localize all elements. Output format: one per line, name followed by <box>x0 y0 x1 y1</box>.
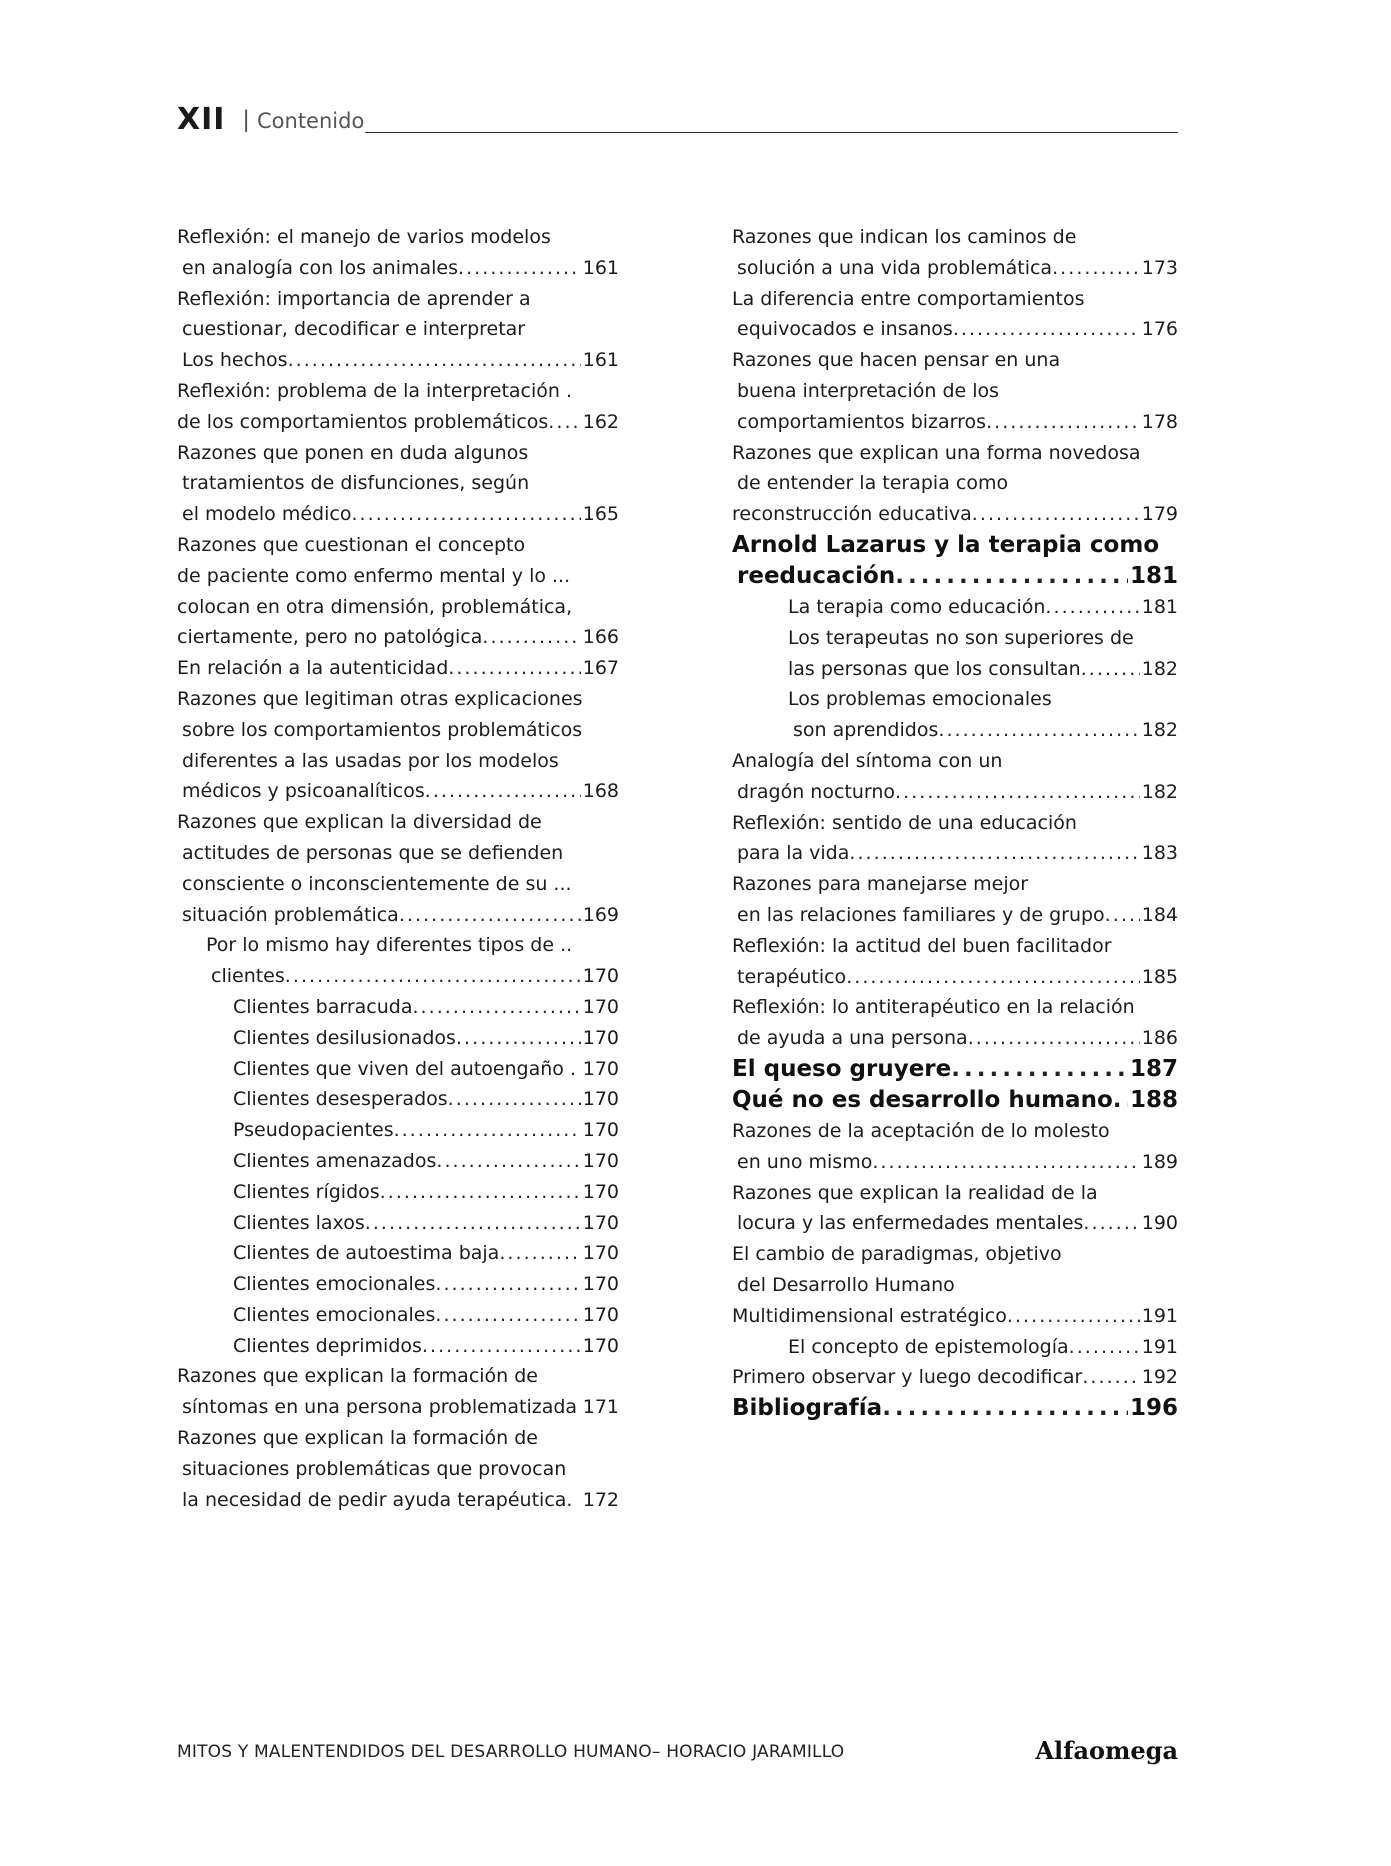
toc-page-number: 182 <box>1141 719 1178 742</box>
toc-entry-text: la necesidad de pedir ayuda terapéutica. <box>182 1488 573 1511</box>
toc-entry-continued <box>177 468 619 499</box>
toc-leader-dots <box>1007 1301 1140 1332</box>
toc-entry <box>177 1269 619 1300</box>
toc-entry-continued <box>732 468 1178 499</box>
toc-leader-dots <box>456 1023 581 1054</box>
toc-entry <box>732 1362 1178 1393</box>
toc-page-number: 181 <box>1129 562 1178 589</box>
toc-page-number: 170 <box>582 1273 619 1296</box>
toc-leader-dots <box>895 777 1140 808</box>
toc-entry <box>732 962 1178 993</box>
toc-entry-continued <box>732 931 1178 962</box>
toc-entry-text: Clientes laxos <box>233 1211 365 1234</box>
toc-page-number: 189 <box>1141 1150 1178 1173</box>
toc-page-number: 170 <box>582 1180 619 1203</box>
toc-entry <box>177 1084 619 1115</box>
toc-entry <box>732 654 1178 685</box>
toc-entry <box>732 314 1178 345</box>
toc-entry-continued <box>177 746 619 777</box>
toc-entry-text: diferentes a las usadas por los modelos <box>182 749 559 772</box>
toc-page-number: 181 <box>1141 595 1178 618</box>
toc-entry-text: Clientes barracuda <box>233 995 413 1018</box>
toc-entry-text: Clientes desesperados <box>233 1088 448 1111</box>
toc-entry-continued <box>177 930 619 961</box>
toc-leader-dots <box>1045 592 1139 623</box>
toc-entry-continued <box>732 438 1178 469</box>
toc-entry <box>177 1023 619 1054</box>
toc-entry-text: en analogía con los animales <box>182 256 459 279</box>
toc-entry-continued <box>177 314 619 345</box>
toc-entry-continued <box>732 376 1178 407</box>
toc-entry-continued <box>732 992 1178 1023</box>
toc-entry-continued <box>177 592 619 623</box>
toc-page-number: 182 <box>1141 657 1178 680</box>
toc-entry <box>177 1300 619 1331</box>
toc-leader-dots <box>882 1393 1128 1424</box>
toc-entry-continued <box>732 530 1178 561</box>
toc-entry-continued <box>177 222 619 253</box>
toc-leader-dots <box>872 1147 1139 1178</box>
header-rule <box>365 132 1178 133</box>
toc-entry <box>732 715 1178 746</box>
toc-page-number: 172 <box>582 1488 619 1511</box>
toc-entry-text: Clientes desilusionados <box>233 1026 456 1049</box>
toc-page-number: 170 <box>582 1119 619 1142</box>
toc-entry-text: ciertamente, pero no patológica <box>177 626 483 649</box>
toc-entry-text: La terapia como educación <box>788 595 1046 618</box>
toc-page-number: 182 <box>1141 780 1178 803</box>
toc-entry-text: Razones que hacen pensar en una <box>732 349 1061 372</box>
toc-leader-dots <box>412 992 580 1023</box>
toc-entry-text: Reflexión: importancia de aprender a <box>177 287 531 310</box>
toc-entry-continued <box>732 345 1178 376</box>
toc-page-number: 183 <box>1141 842 1178 865</box>
toc-entry-continued <box>177 530 619 561</box>
toc-entry-text: actitudes de personas que se defienden <box>182 841 564 864</box>
toc-entry-continued <box>732 284 1178 315</box>
toc-leader-dots <box>972 499 1140 530</box>
toc-entry-text: clientes <box>211 965 285 988</box>
toc-leader-dots <box>1105 900 1140 931</box>
toc-entry-continued <box>732 1239 1178 1270</box>
toc-entry <box>732 1332 1178 1363</box>
toc-entry-continued <box>732 1178 1178 1209</box>
toc-entry <box>732 1054 1178 1085</box>
toc-entry-continued <box>177 1423 619 1454</box>
toc-entry-text: comportamientos bizarros <box>737 410 987 433</box>
toc-page-number: 170 <box>582 965 619 988</box>
toc-entry-text: Razones que explican la diversidad de <box>177 811 542 834</box>
toc-entry-text: Clientes amenazados <box>233 1149 437 1172</box>
toc-entry-text: en uno mismo <box>737 1150 873 1173</box>
toc-leader-dots <box>1081 654 1140 685</box>
toc-entry-text: dragón nocturno <box>737 780 896 803</box>
toc-entry <box>732 592 1178 623</box>
toc-leader-dots <box>380 1177 581 1208</box>
book-title-footer: MITOS Y MALENTENDIDOS DEL DESARROLLO HUMANO– HORACIO JARAMILLO <box>177 1742 845 1762</box>
toc-entry-text: médicos y psicoanalíticos <box>182 780 425 803</box>
toc-entry-text: Razones que explican una forma novedosa <box>732 441 1141 464</box>
toc-entry-text: Primero observar y luego decodificar <box>732 1366 1083 1389</box>
toc-entry <box>732 777 1178 808</box>
toc-entry-text: de paciente como enfermo mental y lo ... <box>177 564 571 587</box>
toc-leader-dots <box>849 838 1139 869</box>
toc-entry <box>732 838 1178 869</box>
toc-entry-text: las personas que los consultan <box>788 657 1081 680</box>
toc-leader-dots <box>895 561 1128 592</box>
toc-page-number: 171 <box>582 1396 619 1419</box>
toc-page-number: 167 <box>582 657 619 680</box>
toc-entry-text: Reflexión: sentido de una educación <box>732 811 1077 834</box>
toc-entry-continued <box>177 1361 619 1392</box>
toc-entry-text: Los problemas emocionales <box>788 688 1052 711</box>
toc-leader-dots <box>448 653 580 684</box>
toc-entry-text: sobre los comportamientos problemáticos <box>182 718 583 741</box>
toc-entry-text: Clientes que viven del autoengaño . <box>233 1057 577 1080</box>
toc-leader-dots <box>986 407 1140 438</box>
toc-entry-text: Arnold Lazarus y la terapia como <box>732 531 1160 558</box>
toc-entry-text: El concepto de epistemología <box>788 1335 1069 1358</box>
toc-entry-text: Reflexión: el manejo de varios modelos <box>177 226 551 248</box>
toc-entry-continued <box>177 1454 619 1485</box>
toc-entry-text: En relación a la autenticidad <box>177 657 449 680</box>
toc-leader-dots <box>435 1300 580 1331</box>
toc-leader-dots <box>1069 1332 1140 1363</box>
toc-leader-dots <box>399 900 581 931</box>
toc-entry-text: en las relaciones familiares y de grupo <box>737 903 1105 926</box>
toc-entry-text: El queso gruyere <box>732 1055 952 1082</box>
toc-entry-text: cuestionar, decodificar e interpretar <box>182 318 526 341</box>
toc-entry <box>732 1023 1178 1054</box>
page-header <box>177 100 1178 136</box>
toc-entry-text: Reflexión: problema de la interpretación . <box>177 379 573 402</box>
toc-leader-dots <box>1052 253 1140 284</box>
toc-entry <box>732 561 1178 592</box>
toc-leader-dots <box>482 622 580 653</box>
toc-entry-text: Clientes emocionales <box>233 1303 436 1326</box>
toc-page-number: 187 <box>1129 1055 1178 1082</box>
toc-entry-text: colocan en otra dimensión, problemática, <box>177 595 573 618</box>
toc-entry-continued <box>177 284 619 315</box>
toc-page-number: 170 <box>582 1303 619 1326</box>
toc-page-number: 176 <box>1141 318 1178 341</box>
toc-entry-text: de los comportamientos problemáticos <box>177 410 549 433</box>
page-number: XII <box>177 102 226 137</box>
toc-entry-text: consciente o inconscientemente de su ... <box>182 872 572 895</box>
toc-entry-text: Razones que explican la formación de <box>177 1365 538 1388</box>
toc-entry-text: reconstrucción educativa <box>732 503 972 526</box>
toc-leader-dots <box>548 407 580 438</box>
toc-leader-dots <box>938 715 1139 746</box>
toc-page-number: 192 <box>1141 1366 1178 1389</box>
toc-page-number: 165 <box>582 503 619 526</box>
toc-entry-continued <box>732 623 1178 654</box>
toc-leader-dots <box>351 499 580 530</box>
toc-page-number: 178 <box>1141 410 1178 433</box>
toc-entry-text: Razones que explican la formación de <box>177 1427 538 1450</box>
toc-entry-text: Clientes deprimidos <box>233 1334 422 1357</box>
toc-page-number: 190 <box>1141 1212 1178 1235</box>
toc-entry <box>177 961 619 992</box>
toc-entry-text: de ayuda a una persona <box>737 1027 968 1050</box>
toc-entry <box>177 992 619 1023</box>
toc-entry <box>177 653 619 684</box>
toc-page-number: 170 <box>582 1149 619 1172</box>
toc-entry-continued <box>177 561 619 592</box>
toc-entry-text: Por lo mismo hay diferentes tipos de .. <box>206 934 573 957</box>
toc-entry-text: solución a una vida problemática <box>737 256 1053 279</box>
toc-page-number: 161 <box>582 349 619 372</box>
toc-entry-text: Razones de la aceptación de lo molesto <box>732 1119 1110 1142</box>
toc-leader-dots <box>435 1269 580 1300</box>
toc-entry-text: equivocados e insanos <box>737 318 953 341</box>
toc-page-number: 162 <box>582 410 619 433</box>
toc-page-number: 186 <box>1141 1027 1178 1050</box>
toc-entry <box>732 1085 1178 1116</box>
toc-entry-continued <box>177 807 619 838</box>
toc-leader-dots <box>288 345 581 376</box>
toc-entry-text: Qué no es desarrollo humano <box>732 1086 1113 1113</box>
toc-entry <box>177 1054 619 1085</box>
toc-entry-text: Reflexión: lo antiterapéutico en la relación <box>732 996 1135 1019</box>
toc-entry-text: Razones que indican los caminos de <box>732 226 1077 248</box>
toc-leader-dots <box>448 1084 581 1115</box>
toc-entry-continued <box>732 1270 1178 1301</box>
toc-entry-text: El cambio de paradigmas, objetivo <box>732 1243 1062 1266</box>
toc-leader-dots <box>1082 1362 1139 1393</box>
toc-entry-text: Clientes de autoestima baja <box>233 1242 500 1265</box>
toc-entry-text: Los terapeutas no son superiores de <box>788 626 1134 649</box>
toc-entry-continued <box>177 376 619 407</box>
toc-entry <box>177 1177 619 1208</box>
toc-entry <box>177 253 619 284</box>
toc-entry-continued <box>732 684 1178 715</box>
toc-page-number: 173 <box>1141 256 1178 279</box>
toc-entry <box>177 776 619 807</box>
toc-entry <box>732 253 1178 284</box>
toc-entry-text: Analogía del síntoma con un <box>732 749 1003 772</box>
toc-page-number: 185 <box>1141 965 1178 988</box>
toc-leader-dots <box>425 776 581 807</box>
toc-entry-text: locura y las enfermedades mentales <box>737 1212 1084 1235</box>
toc-page-number: 184 <box>1141 903 1178 926</box>
toc-entry-text: reeducación <box>737 562 896 589</box>
toc-page-number: 191 <box>1141 1335 1178 1358</box>
toc-page-number: 188 <box>1129 1086 1178 1113</box>
toc-leader-dots <box>436 1146 580 1177</box>
toc-entry <box>732 499 1178 530</box>
toc-entry-continued <box>177 869 619 900</box>
toc-entry <box>732 407 1178 438</box>
toc-entry-text: del Desarrollo Humano <box>737 1273 955 1296</box>
toc-page-number: 170 <box>582 1026 619 1049</box>
toc-entry <box>732 1208 1178 1239</box>
toc-entry-text: el modelo médico <box>182 503 352 526</box>
toc-entry <box>732 1301 1178 1332</box>
toc-left-column <box>177 222 619 1515</box>
toc-page-number: 170 <box>582 1057 619 1080</box>
toc-entry-continued <box>177 438 619 469</box>
toc-entry-text: Razones que cuestionan el concepto <box>177 533 526 556</box>
toc-entry <box>732 900 1178 931</box>
toc-entry <box>177 1208 619 1239</box>
toc-leader-dots <box>422 1331 581 1362</box>
toc-entry-continued <box>177 715 619 746</box>
toc-entry <box>177 499 619 530</box>
toc-entry-text: Razones que ponen en duda algunos <box>177 441 529 464</box>
toc-entry-text: síntomas en una persona problematizada <box>182 1396 578 1419</box>
toc-entry-text: Los hechos <box>182 349 288 372</box>
toc-leader-dots <box>953 314 1140 345</box>
toc-entry-text: Multidimensional estratégico <box>732 1304 1007 1327</box>
toc-entry-text: situaciones problemáticas que provocan <box>182 1457 567 1480</box>
toc-page-number: 191 <box>1141 1304 1178 1327</box>
toc-entry <box>177 1485 619 1516</box>
toc-entry-text: Razones que legitiman otras explicaciones <box>177 687 583 710</box>
toc-entry-continued <box>732 808 1178 839</box>
toc-entry-continued <box>732 1116 1178 1147</box>
toc-entry <box>177 407 619 438</box>
toc-entry-text: tratamientos de disfunciones, según <box>182 472 530 495</box>
header-separator: | <box>243 106 250 133</box>
toc-leader-dots <box>499 1238 580 1269</box>
toc-page-number: 170 <box>582 1211 619 1234</box>
toc-entry-text: son aprendidos <box>793 719 939 742</box>
toc-entry-continued <box>732 869 1178 900</box>
toc-leader-dots <box>1083 1208 1139 1239</box>
toc-entry-text: buena interpretación de los <box>737 379 1000 402</box>
toc-page-number: 168 <box>582 780 619 803</box>
toc-entry-text: Clientes rígidos <box>233 1180 380 1203</box>
toc-entry-text: terapéutico <box>737 965 847 988</box>
toc-entry-text: situación problemática <box>182 903 399 926</box>
toc-leader-dots <box>458 253 581 284</box>
toc-page-number: 169 <box>582 903 619 926</box>
toc-entry-continued <box>177 838 619 869</box>
toc-entry <box>177 1331 619 1362</box>
toc-right-column <box>732 222 1178 1424</box>
toc-entry-text: La diferencia entre comportamientos <box>732 287 1085 310</box>
toc-page-number: 179 <box>1141 503 1178 526</box>
toc-leader-dots <box>951 1054 1128 1085</box>
toc-entry-text: de entender la terapia como <box>737 472 1009 495</box>
toc-entry-text: Razones para manejarse mejor <box>732 873 1029 896</box>
toc-entry-continued <box>177 684 619 715</box>
toc-entry-continued <box>732 746 1178 777</box>
toc-entry-continued <box>732 222 1178 253</box>
toc-page-number: 170 <box>582 1242 619 1265</box>
toc-page-number: 170 <box>582 1088 619 1111</box>
toc-entry <box>732 1147 1178 1178</box>
toc-page-number: 161 <box>582 256 619 279</box>
toc-page-number: 170 <box>582 995 619 1018</box>
toc-entry <box>732 1393 1178 1424</box>
toc-leader-dots <box>968 1023 1140 1054</box>
toc-entry <box>177 900 619 931</box>
toc-entry-text: Reflexión: la actitud del buen facilitador <box>732 934 1112 957</box>
toc-leader-dots <box>365 1208 581 1239</box>
toc-entry <box>177 345 619 376</box>
toc-leader-dots <box>394 1115 581 1146</box>
toc-entry <box>177 1146 619 1177</box>
toc-entry <box>177 1115 619 1146</box>
publisher-logo: Alfaomega <box>1035 1736 1178 1765</box>
toc-leader-dots <box>1113 1085 1128 1116</box>
toc-entry <box>177 1392 619 1423</box>
section-title: Contenido <box>257 109 365 133</box>
toc-entry-text: Clientes emocionales <box>233 1273 436 1296</box>
toc-page-number: 170 <box>582 1334 619 1357</box>
toc-leader-dots <box>846 962 1140 993</box>
toc-page-number: 166 <box>582 626 619 649</box>
toc-leader-dots <box>285 961 581 992</box>
toc-entry <box>177 622 619 653</box>
toc-entry-text: para la vida <box>737 842 850 865</box>
toc-entry <box>177 1238 619 1269</box>
toc-page-number: 196 <box>1129 1395 1178 1422</box>
toc-entry-text: Razones que explican la realidad de la <box>732 1181 1098 1204</box>
toc-entry-text: Pseudopacientes <box>233 1119 394 1142</box>
toc-entry-text: Bibliografía <box>732 1395 883 1422</box>
